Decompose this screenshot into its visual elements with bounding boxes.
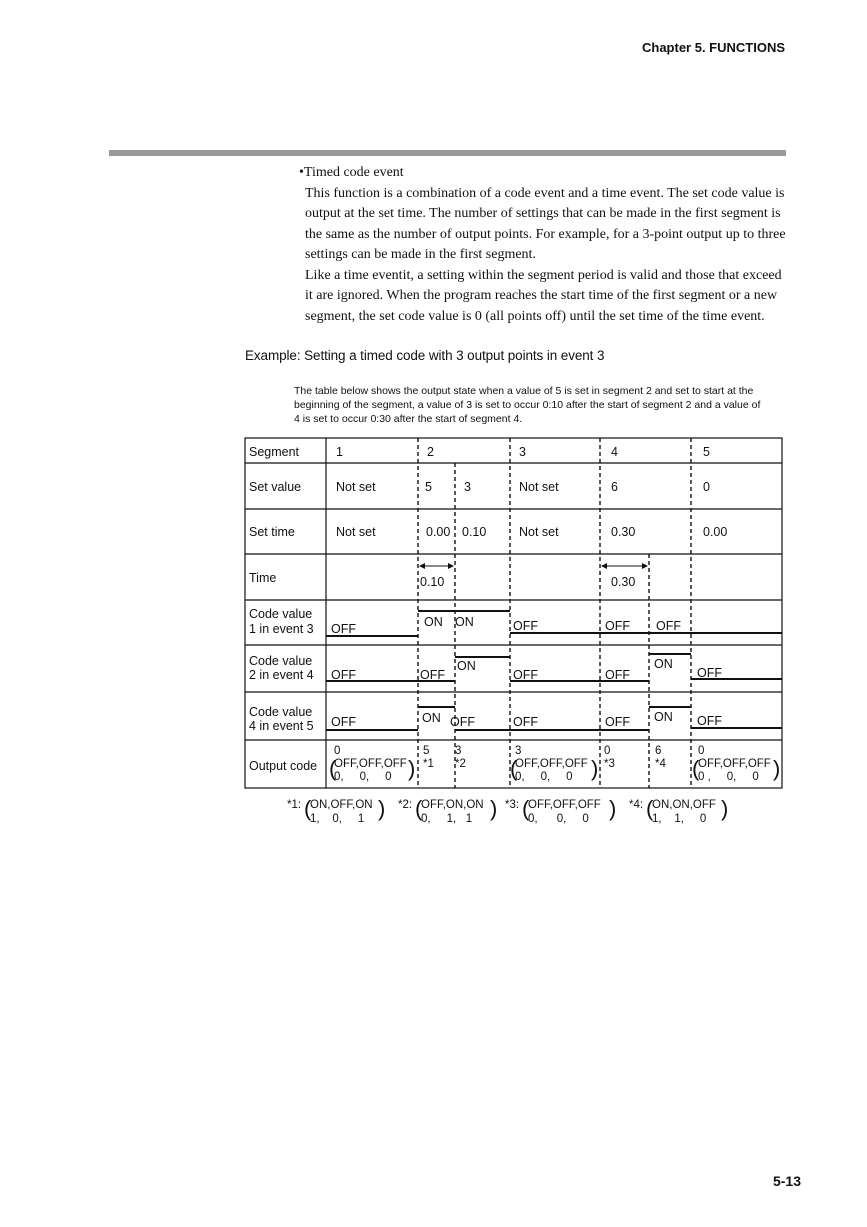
row-label-code1: Code value	[249, 607, 313, 621]
state-label: OFF	[697, 666, 722, 680]
output-code-ref: *4	[655, 758, 666, 770]
segment-number: 2	[427, 445, 434, 459]
page-number: 5-13	[772, 1173, 801, 1189]
output-code-value: 0	[604, 745, 611, 757]
paren-left: (	[692, 756, 700, 781]
segment-number: 5	[703, 445, 710, 459]
footnote-bits: 0, 0, 0	[528, 813, 589, 825]
state-label: OFF	[605, 668, 630, 682]
table-grid	[245, 438, 782, 788]
paren-right: )	[591, 756, 599, 781]
row-label-output: Output code	[249, 759, 318, 773]
output-code-bits: 0 , 0, 0	[698, 771, 759, 783]
paren-right: )	[721, 796, 729, 821]
example-note: The table below shows the output state when a value of 5 is set in segment 2 and set to start at the beginning of the segment, a value of 3 is set to occur 0:10 after the start of segment 2 and a value of 4 is set to occur 0:30 after the start of segment 4.	[294, 385, 761, 425]
paren-right: )	[378, 796, 386, 821]
footnote-bits: 1, 0, 1	[310, 813, 365, 825]
state-label: OFF	[331, 668, 356, 682]
segment-number: 3	[519, 445, 526, 459]
output-code-states: OFF,OFF,OFF	[698, 758, 771, 770]
paren-left: (	[646, 796, 654, 821]
output-code-ref: *1	[423, 758, 434, 770]
state-label: ON	[654, 710, 673, 724]
state-label: OFF	[450, 715, 475, 729]
state-label: ON	[424, 615, 443, 629]
chapter-header: Chapter 5. FUNCTIONS	[641, 40, 785, 55]
set-time-cell: Not set	[519, 525, 559, 539]
state-label: OFF	[513, 715, 538, 729]
row-label-code3: Code value	[249, 705, 313, 719]
footnote-ref: *2:	[398, 799, 413, 811]
output-code-value: 3	[515, 745, 522, 757]
segment-number: 4	[611, 445, 618, 459]
state-label: OFF	[513, 668, 538, 682]
time-mark-label: 0.10	[420, 575, 445, 589]
output-code-value: 0	[698, 745, 705, 757]
row-label-time: Time	[249, 571, 277, 585]
output-code-bits: 0, 0, 0	[515, 771, 573, 783]
footnotes	[287, 796, 728, 825]
state-label: ON	[457, 659, 476, 673]
footnote-ref: *4:	[629, 799, 644, 811]
set-time-cell: Not set	[336, 525, 376, 539]
state-label: OFF	[605, 715, 630, 729]
row-label-code2: 2 in event 4	[249, 668, 314, 682]
output-code-ref: *2	[455, 758, 466, 770]
state-label: OFF	[331, 622, 356, 636]
row-label-segment: Segment	[249, 445, 300, 459]
state-label: ON	[455, 615, 474, 629]
set-value-cell: Not set	[336, 480, 376, 494]
segment-number: 1	[336, 445, 343, 459]
footnote-states: OFF,ON,ON	[421, 799, 484, 811]
paren-right: )	[773, 756, 781, 781]
set-value-cell: Not set	[519, 480, 559, 494]
paren-left: (	[304, 796, 312, 821]
paren-left: (	[329, 756, 337, 781]
set-time-cell: 0.10	[462, 525, 487, 539]
footnote-ref: *3:	[505, 799, 520, 811]
output-code-states: OFF,OFF,OFF	[334, 758, 407, 770]
row-label-code1: 1 in event 3	[249, 622, 314, 636]
output-code-value: 5	[423, 745, 430, 757]
set-time-cell: 0.00	[426, 525, 451, 539]
state-label: ON	[422, 711, 441, 725]
footnote-states: ON,ON,OFF	[652, 799, 716, 811]
set-value-cell: 0	[703, 480, 710, 494]
state-label: OFF	[656, 619, 681, 633]
paren-right: )	[490, 796, 498, 821]
example-label: Example:	[245, 348, 301, 363]
paren-left: (	[415, 796, 423, 821]
paragraph: This function is a combination of a code event and a time event. The set code value is output at the set time. The number of settings that can be made in the first segment is the same as the number of output points. For example, for a 3-point output up to three settings can be made in the first segment.	[305, 185, 786, 262]
output-code-states: OFF,OFF,OFF	[515, 758, 588, 770]
state-label: OFF	[605, 619, 630, 633]
row-label-set-value: Set value	[249, 480, 302, 494]
state-label: OFF	[697, 714, 722, 728]
paren-left: (	[510, 756, 518, 781]
footnote-states: OFF,OFF,OFF	[528, 799, 601, 811]
output-code-value: 3	[455, 745, 462, 757]
output-code-bits: 0, 0, 0	[334, 771, 392, 783]
row-label-set-time: Set time	[249, 525, 295, 539]
footnote-bits: 0, 1, 1	[421, 813, 473, 825]
set-time-cell: 0.00	[703, 525, 728, 539]
set-value-cell: 6	[611, 480, 618, 494]
footnote-ref: *1:	[287, 799, 302, 811]
row-label-code3: 4 in event 5	[249, 719, 314, 733]
time-mark-label: 0.30	[611, 575, 636, 589]
footnote-states: ON,OFF,ON	[310, 799, 373, 811]
row-label-code2: Code value	[249, 654, 313, 668]
state-label: OFF	[420, 668, 445, 682]
state-label: OFF	[513, 619, 538, 633]
paren-right: )	[609, 796, 617, 821]
output-codes	[329, 745, 780, 783]
set-value-cell: 5	[425, 480, 432, 494]
paragraph: Like a time eventit, a setting within the segment period is valid and those that exceed it are ignored. When the program reaches the start time of the first segment or a new segment, the set code value is 0 (all points off) until the set time of the time event.	[305, 267, 782, 324]
set-time-cell: 0.30	[611, 525, 636, 539]
paren-right: )	[408, 756, 416, 781]
footnote-bits: 1, 1, 0	[652, 813, 707, 825]
example-text: Setting a timed code with 3 output points in event 3	[304, 348, 605, 363]
paren-left: (	[522, 796, 530, 821]
output-code-ref: *3	[604, 758, 615, 770]
section-title: •Timed code event	[299, 165, 404, 180]
set-value-cell: 3	[464, 480, 471, 494]
state-label: ON	[654, 657, 673, 671]
output-code-value: 0	[334, 745, 341, 757]
state-label: OFF	[331, 715, 356, 729]
output-code-value: 6	[655, 745, 662, 757]
